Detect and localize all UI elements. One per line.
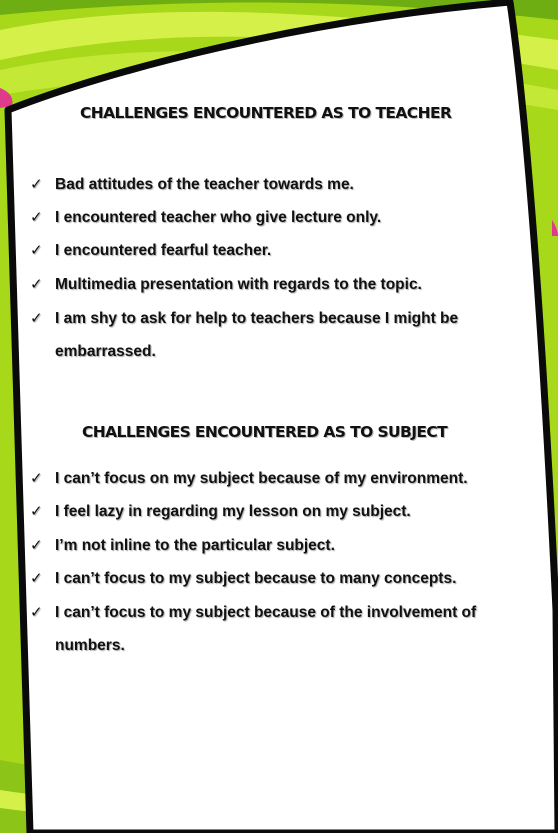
check-mark-icon: ✓ (30, 536, 43, 554)
check-mark-icon: ✓ (30, 309, 43, 327)
check-mark-icon: ✓ (30, 469, 43, 487)
check-mark-icon: ✓ (30, 569, 43, 587)
check-mark-icon: ✓ (30, 175, 43, 193)
list-item: ✓ I can’t focus to my subject because to many concepts. (30, 562, 520, 595)
list-item: ✓ Bad attitudes of the teacher towards me. (30, 168, 520, 201)
list-item: ✓ I can’t focus on my subject because of my environment. (30, 462, 520, 495)
check-mark-icon: ✓ (30, 275, 43, 293)
list-item: ✓ I feel lazy in regarding my lesson on my subject. (30, 495, 520, 528)
list-item: ✓ I encountered fearful teacher. (30, 234, 520, 267)
list-item: ✓ I can’t focus to my subject because of the involvement of numbers. (30, 596, 520, 662)
check-mark-icon: ✓ (30, 208, 43, 226)
check-mark-icon: ✓ (30, 502, 43, 520)
list-item: ✓ I am shy to ask for help to teachers because I might be embarrassed. (30, 302, 520, 368)
section-heading-subject: CHALLENGES ENCOUNTERED AS TO SUBJECT (82, 423, 448, 441)
list-item: ✓ I encountered teacher who give lecture only. (30, 201, 520, 234)
list-item: ✓ I’m not inline to the particular subject. (30, 529, 520, 562)
section-heading-teacher: CHALLENGES ENCOUNTERED AS TO TEACHER (80, 104, 452, 122)
check-mark-icon: ✓ (30, 603, 43, 621)
check-mark-icon: ✓ (30, 241, 43, 259)
list-item: ✓ Multimedia presentation with regards to the topic. (30, 268, 520, 301)
